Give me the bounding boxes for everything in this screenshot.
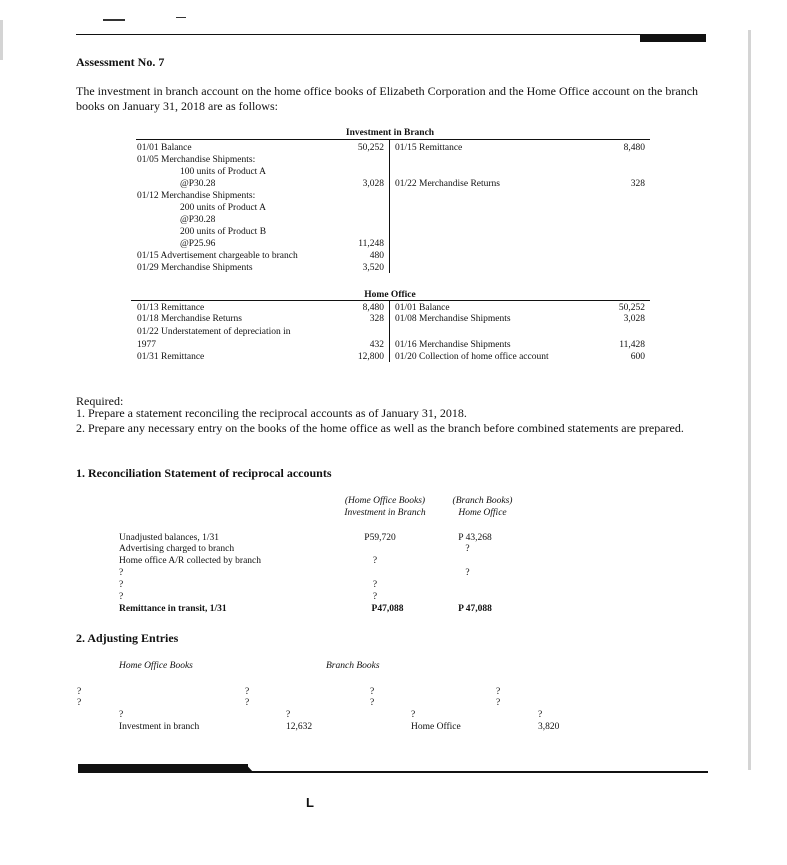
recon-total-ho: P47,088 <box>371 604 404 614</box>
inv-d-3-label: @P30.28 <box>180 179 216 189</box>
right-page-edge <box>748 30 751 770</box>
ho-c-2-amt: 11,428 <box>619 340 645 350</box>
ho-d-0-amt: 8,480 <box>362 303 384 313</box>
ho-d-0-label: 01/13 Remittance <box>137 303 205 313</box>
adj-q-10: ? <box>286 710 291 720</box>
recon-row-3-br: ? <box>465 568 470 578</box>
header-rule-thick <box>640 34 706 42</box>
inv-d-3-amt: 3,028 <box>362 179 384 189</box>
recon-col2-header1: (Branch Books) <box>452 496 513 506</box>
top-mark-1 <box>103 19 125 21</box>
recon-row-5-label: ? <box>119 592 124 602</box>
inv-d-8-label: @P25.96 <box>180 239 216 249</box>
inv-c-1-amt: 328 <box>630 179 645 189</box>
inv-d-0-label: 01/01 Balance <box>137 143 192 153</box>
recon-col1-header2: Investment in Branch <box>344 508 426 518</box>
inv-c-0-amt: 8,480 <box>623 143 645 153</box>
inv-d-8-amt: 11,248 <box>358 239 384 249</box>
investment-t-divider <box>389 139 390 273</box>
adj-q-9: ? <box>119 710 124 720</box>
inv-d-9-label: 01/15 Advertisement chargeable to branch <box>137 251 298 261</box>
required-item-1: 1. Prepare a statement reconciling the reciprocal accounts as of January 31, 2018. <box>76 406 467 420</box>
recon-row-4-label: ? <box>119 580 124 590</box>
ho-d-1-label: 01/18 Merchandise Returns <box>137 314 243 324</box>
ho-d-4-amt: 12,800 <box>357 352 384 362</box>
adj-q-3: ? <box>245 687 250 697</box>
inv-d-10-label: 01/29 Merchandise Shipments <box>137 263 253 273</box>
adj-q-11: ? <box>411 710 416 720</box>
ho-d-3-amt: 432 <box>369 340 384 350</box>
recon-col1-header1: (Home Office Books) <box>344 496 426 506</box>
home-office-account-title: Home Office <box>364 290 416 300</box>
ho-d-1-amt: 328 <box>369 314 384 324</box>
home-office-t-divider <box>389 300 390 362</box>
recon-row-0-br: P 43,268 <box>458 533 492 543</box>
reconciliation-heading: 1. Reconciliation Statement of reciprocal accounts <box>76 466 332 480</box>
adjusting-br-books: Branch Books <box>326 661 380 671</box>
required-heading: Required: <box>76 394 124 408</box>
adjusting-ho-books: Home Office Books <box>119 661 193 671</box>
ho-c-1-label: 01/08 Merchandise Shipments <box>395 314 511 324</box>
adj-ho-entry-amount: 12,632 <box>286 722 313 732</box>
adj-br-entry-label: Home Office <box>411 722 461 732</box>
recon-total-label: Remittance in transit, 1/31 <box>119 604 227 614</box>
recon-row-0-ho: P59,720 <box>364 533 396 543</box>
inv-d-1-label: 01/05 Merchandise Shipments: <box>137 155 256 165</box>
inv-d-5-label: 200 units of Product A <box>180 203 267 213</box>
inv-d-0-amt: 50,252 <box>357 143 384 153</box>
investment-account-title: Investment in Branch <box>345 128 435 138</box>
inv-d-2-label: 100 units of Product A <box>180 167 267 177</box>
ho-c-3-amt: 600 <box>630 352 645 362</box>
left-page-edge <box>0 20 3 60</box>
assessment-title: Assessment No. 7 <box>76 55 165 69</box>
recon-row-3-label: ? <box>119 568 124 578</box>
adj-ho-entry-label: Investment in branch <box>119 722 200 732</box>
ho-d-3-label: 1977 <box>137 340 156 350</box>
recon-row-1-label: Advertising charged to branch <box>119 544 235 554</box>
recon-col2-header2: Home Office <box>458 508 507 518</box>
adjusting-heading: 2. Adjusting Entries <box>76 631 179 645</box>
adj-q-8: ? <box>496 698 501 708</box>
required-item-2: 2. Prepare any necessary entry on the books of the home office as well as the branch before combined statements are prepared. <box>76 421 684 435</box>
inv-d-9-amt: 480 <box>369 251 384 261</box>
ho-d-2-label: 01/22 Understatement of depreciation in <box>137 327 291 337</box>
inv-d-4-label: 01/12 Merchandise Shipments: <box>137 191 256 201</box>
footer-rule <box>78 771 708 773</box>
ho-c-0-amt: 50,252 <box>618 303 645 313</box>
adj-q-5: ? <box>370 687 375 697</box>
recon-total-br: P 47,088 <box>458 604 492 614</box>
recon-row-5-ho: ? <box>372 592 378 602</box>
inv-c-1-label: 01/22 Merchandise Returns <box>395 179 501 189</box>
ho-c-3-label: 01/20 Collection of home office account <box>395 352 549 362</box>
recon-row-2-label: Home office A/R collected by branch <box>119 556 262 566</box>
intro-paragraph: The investment in branch account on the home office books of Elizabeth Corporation and the Home Office account on the branch books on January 31, 2018 are as follows: <box>76 84 699 113</box>
inv-d-7-label: 200 units of Product B <box>180 227 267 237</box>
ho-c-0-label: 01/01 Balance <box>395 303 450 313</box>
adj-q-2: ? <box>77 698 82 708</box>
top-mark-2 <box>176 17 186 18</box>
recon-row-0-label: Unadjusted balances, 1/31 <box>119 533 219 543</box>
ho-c-1-amt: 3,028 <box>623 314 645 324</box>
inv-d-6-label: @P30.28 <box>180 215 216 225</box>
header-rule <box>76 34 706 35</box>
adj-q-12: ? <box>538 710 543 720</box>
recon-row-4-ho: ? <box>372 580 378 590</box>
inv-d-10-amt: 3,520 <box>362 263 384 273</box>
ho-c-2-label: 01/16 Merchandise Shipments <box>395 340 511 350</box>
ho-d-4-label: 01/31 Remittance <box>137 352 205 362</box>
inv-c-0-label: 01/15 Remittance <box>395 143 463 153</box>
adj-q-1: ? <box>77 687 82 697</box>
adj-q-4: ? <box>245 698 250 708</box>
recon-row-2-ho: ? <box>372 556 378 566</box>
adj-q-6: ? <box>370 698 375 708</box>
investment-t-top <box>136 139 650 140</box>
recon-row-1-br: ? <box>465 544 470 554</box>
adj-br-entry-amount: 3,820 <box>538 722 560 732</box>
home-office-t-top <box>131 300 650 301</box>
footer-mark: L <box>306 795 314 810</box>
adj-q-7: ? <box>496 687 501 697</box>
